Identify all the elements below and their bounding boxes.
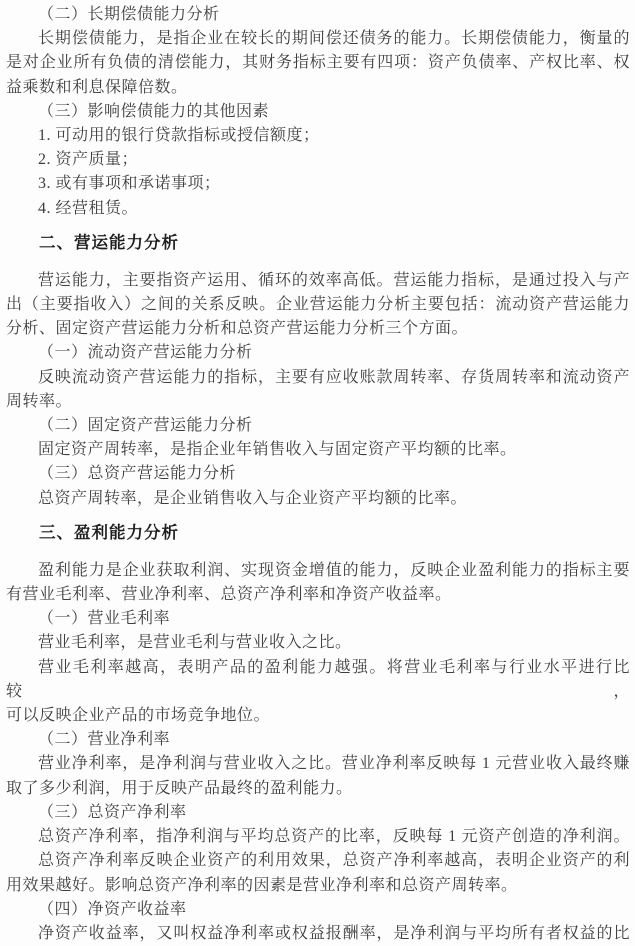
- text-line: 总资产净利率，指净利润与平均总资产的比率，反映每 1 元资产创造的净利润。: [38, 828, 630, 846]
- text-line: 取了多少利润，用于反映产品最终的盈利能力。: [6, 779, 353, 797]
- subsection-heading: （二）固定资产营运能力分析: [38, 417, 253, 435]
- subsection-heading: （三）总资产净利率: [38, 803, 187, 821]
- subsection-heading: （一）流动资产营运能力分析: [38, 344, 253, 362]
- text-line: 营运能力，主要指资产运用、循环的效率高低。营运能力指标，是通过投入与产: [38, 271, 630, 289]
- text-line: 分析、固定资产营运能力分析和总资产营运能力分析三个方面。: [6, 320, 469, 338]
- text-line: 有营业毛利率、营业净利率、总资产净利率和净资产收益率。: [6, 586, 452, 604]
- subsection-heading: （一）营业毛利率: [38, 610, 171, 628]
- text-line: 营业毛利率越高，表明产品的盈利能力越强。将营业毛利率与行业水平进行比较，: [6, 658, 630, 700]
- text-line: 盈利能力是企业获取利润、实现资金增值的能力，反映企业盈利能力的指标主要: [38, 561, 630, 579]
- text-line: 周转率。: [6, 392, 73, 410]
- subsection-heading: （四）净资产收益率: [38, 900, 187, 918]
- text-line: 总资产周转率，是企业销售收入与企业资产平均额的比率。: [38, 489, 468, 507]
- section-heading: 三、盈利能力分析: [39, 523, 179, 542]
- subsection-heading: （三）影响偿债能力的其他因素: [38, 102, 270, 120]
- list-item: 3. 或有事项和承诺事项；: [38, 175, 221, 193]
- text-line: 总资产净利率反映企业资产的利用效果，总资产净利率越高，表明企业资产的利: [38, 852, 630, 870]
- subsection-heading: （二）营业净利率: [38, 731, 171, 749]
- text-line: 长期偿债能力，是指企业在较长的期间偿还债务的能力。长期偿债能力，衡量的: [38, 30, 630, 48]
- list-item: 4. 经营租赁。: [38, 199, 139, 217]
- text-line: 是对企业所有负债的清偿能力，其财务指标主要有四项：资产负债率、产权比率、权: [6, 54, 630, 72]
- list-item: 2. 资产质量；: [38, 151, 139, 169]
- text-line: 用效果越好。影响总资产净利率的因素是营业净利率和总资产周转率。: [6, 876, 518, 894]
- subsection-heading: （三）总资产营运能力分析: [38, 465, 237, 483]
- section-heading: 二、营运能力分析: [39, 233, 179, 252]
- list-item: 1. 可动用的银行贷款指标或授信额度；: [38, 127, 320, 145]
- text-line: 反映流动资产营运能力的指标，主要有应收账款周转率、存货周转率和流动资产: [38, 368, 630, 386]
- text-line: 营业毛利率，是营业毛利与营业收入之比。: [38, 634, 352, 652]
- text-line: 营业净利率，是净利润与营业收入之比。营业净利率反映每 1 元营业收入最终赚: [38, 755, 630, 773]
- text-line: 可以反映企业产品的市场竞争地位。: [6, 707, 271, 725]
- text-line: 固定资产周转率，是指企业年销售收入与固定资产平均额的比率。: [38, 441, 517, 459]
- subsection-heading: （二）长期偿债能力分析: [38, 6, 220, 23]
- text-line: 出（主要指收入）之间的关系反映。企业营运能力分析主要包括：流动资产营运能力: [6, 296, 630, 314]
- text-line: 益乘数和利息保障倍数。: [6, 78, 188, 96]
- text-line: 净资产收益率，又叫权益净利率或权益报酬率，是净利润与平均所有者权益的比: [38, 924, 630, 942]
